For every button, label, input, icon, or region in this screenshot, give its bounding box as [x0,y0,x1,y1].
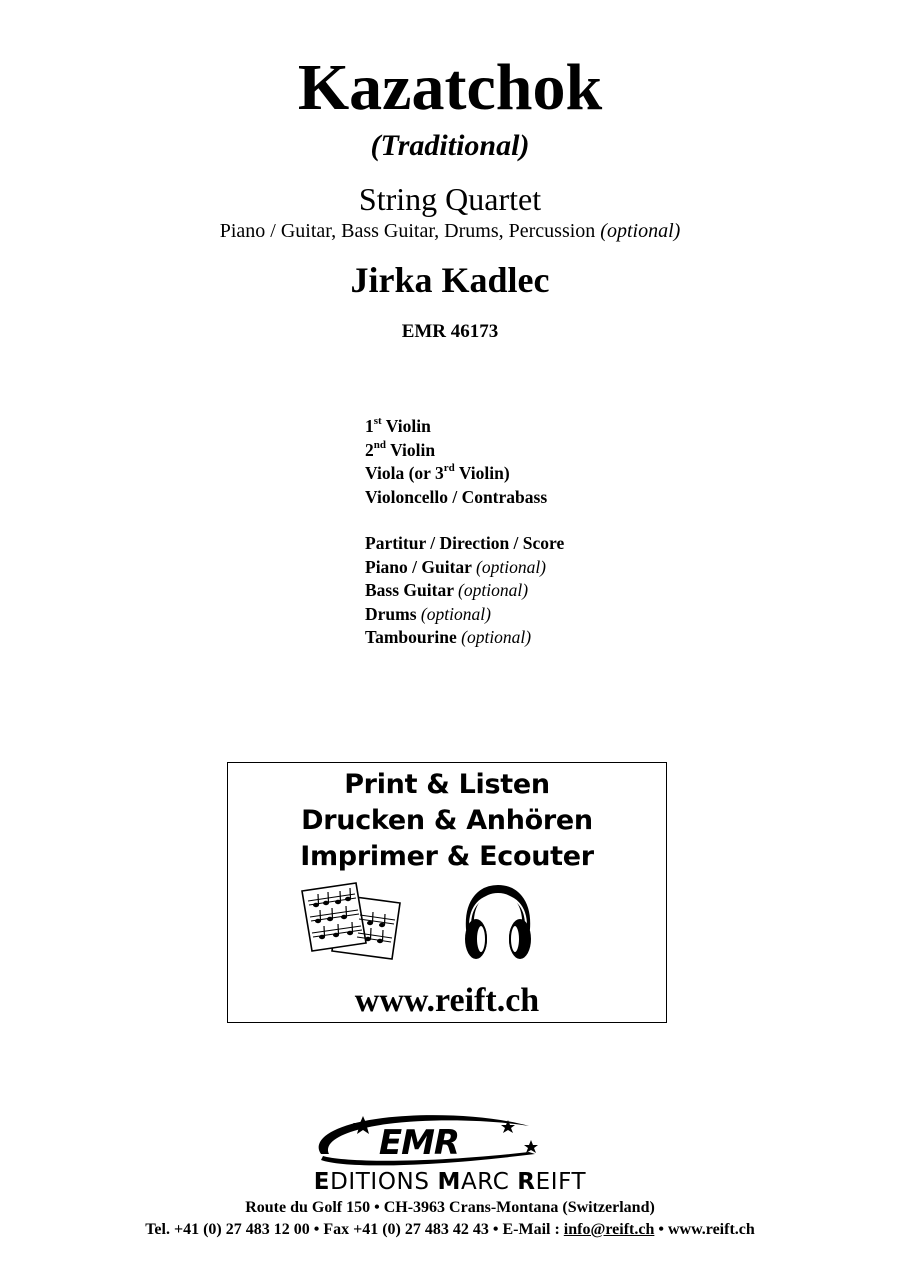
composer: Jirka Kadlec [350,260,550,300]
print-listen-box [227,762,667,1023]
instrumentation [0,218,900,244]
catalog-number: EMR 46173 [401,321,499,342]
email-link[interactable]: info@reift.ch [563,1221,655,1238]
part-second-violin: 2nd Violin [365,438,436,460]
ensemble: String Quartet [358,181,542,217]
part-tambourine: Tambourine (optional) [365,627,532,647]
promo-url[interactable]: www.reift.ch [354,982,540,1019]
headphones-icon [460,883,536,963]
promo-line-english: Print & Listen [344,769,550,800]
instrumentation-list: Piano / Guitar, Bass Guitar, Drums, Percussion [219,220,596,242]
publisher-address: Route du Golf 150 • CH-3963 Crans-Montana (Switzerland) [245,1199,655,1216]
part-first-violin: 1st Violin [365,415,431,436]
part-bass-guitar: Bass Guitar (optional) [365,580,529,600]
part-piano-guitar: Piano / Guitar (optional) [365,556,547,577]
part-violoncello: Violoncello / Contrabass [365,486,548,507]
publisher-name: EDITIONS MARC REIFT [313,1169,587,1195]
part-viola: Viola (or 3rd Violin) [365,462,510,483]
website-link[interactable]: • www.reift.ch [654,1221,755,1238]
publisher-contact: Tel. +41 (0) 27 483 12 00 • Fax +41 (0) 27 483 42 43 • E-Mail : info@reift.ch • www.reift.ch [145,1221,755,1238]
promo-line-german: Drucken & Anhören [301,805,593,836]
emr-logo-text: EMR [378,1123,460,1163]
subtitle: (Traditional) [370,129,530,162]
promo-line-french: Imprimer & Ecouter [300,841,594,872]
emr-logo [303,1110,548,1166]
other-parts-list [365,532,564,650]
part-score: Partitur / Direction / Score [365,533,565,553]
part-drums: Drums (optional) [365,603,491,624]
page-title: Kazatchok [297,51,603,124]
string-parts-list [365,415,547,509]
instrumentation-optional: (optional) [600,220,681,242]
sheet-music-icon [300,881,412,961]
